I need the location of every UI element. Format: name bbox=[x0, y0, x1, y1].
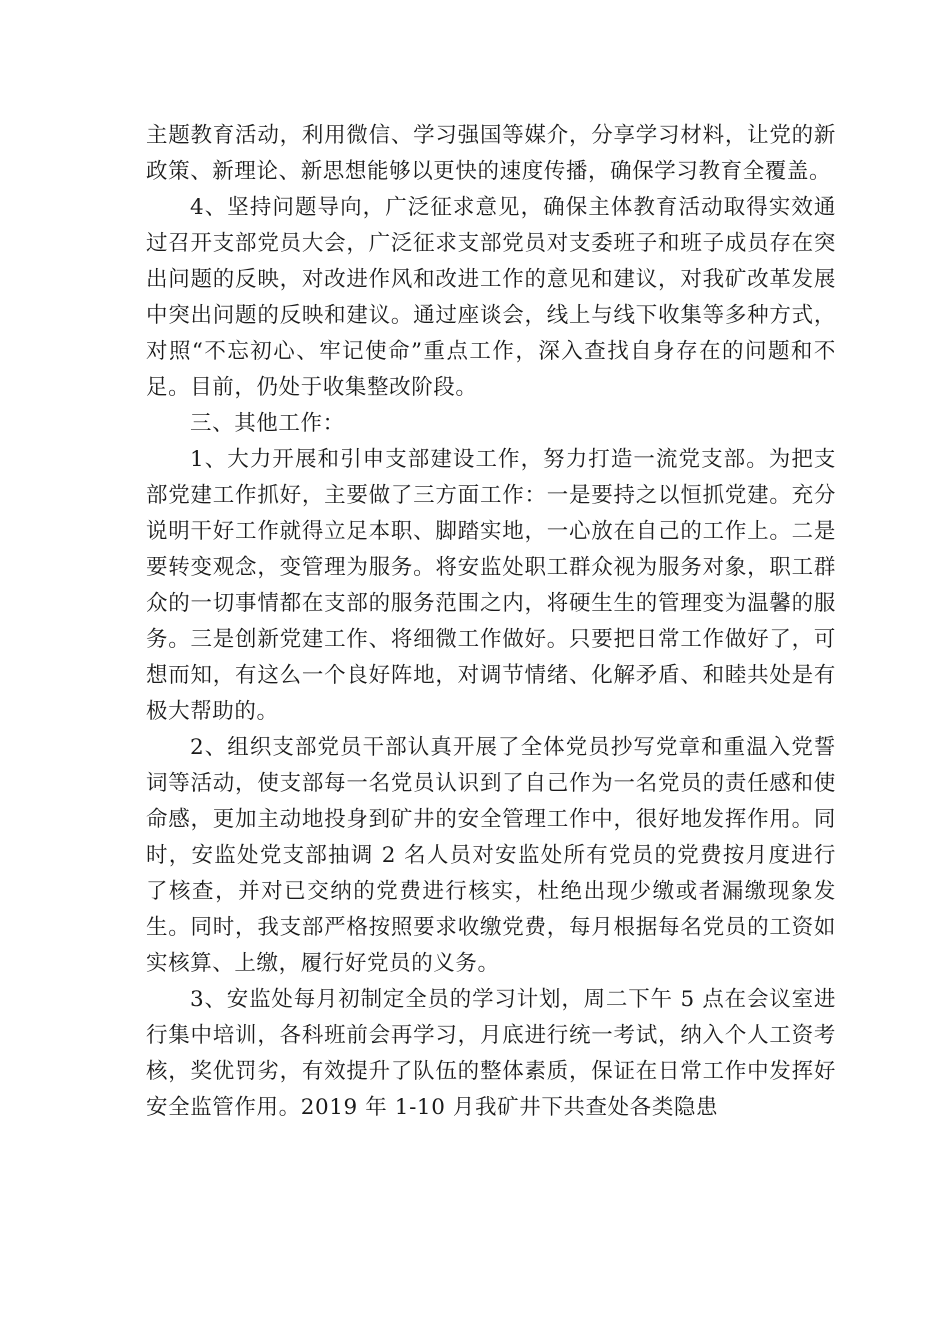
paragraph-3: 1、大力开展和引申支部建设工作，努力打造一流党支部。为把支部党建工作抓好，主要做了三方面工作：一是要持之以恒抓党建。充分说明干好工作就得立足本职、脚踏实地，一心放在自己的工作上。二是要转变观念，变管理为服务。将安监处职工群众视为服务对象，职工群众的一切事情都在支部的服务范围之内，将硬生生的管理变为温馨的服务。三是创新党建工作、将细微工作做好。只要把日常工作做好了，可想而知，有这么一个良好阵地，对调节情绪、化解矛盾、和睦共处是有极大帮助的。 bbox=[146, 447, 836, 724]
document-body bbox=[146, 118, 836, 1126]
paragraph-2: 4、坚持问题导向，广泛征求意见，确保主体教育活动取得实效通过召开支部党员大会，广泛征求支部党员对支委班子和班子成员存在突出问题的反映，对改进作风和改进工作的意见和建议，对我矿改革发展中突出问题的反映和建议。通过座谈会，线上与线下收集等多种方式，对照“不忘初心、牢记使命”重点工作，深入查找自身存在的问题和不足。目前，仍处于收集整改阶段。 bbox=[146, 195, 836, 400]
paragraph-1: 主题教育活动，利用微信、学习强国等媒介，分享学习材料，让党的新政策、新理论、新思想能够以更快的速度传播，确保学习教育全覆盖。 bbox=[146, 123, 836, 184]
paragraph-4: 2、组织支部党员干部认真开展了全体党员抄写党章和重温入党誓词等活动，使支部每一名党员认识到了自己作为一名党员的责任感和使命感，更加主动地投身到矿井的安全管理工作中，很好地发挥作用。同时，安监处党支部抽调 2 名人员对安监处所有党员的党费按月度进行了核查，并对已交纳的党费进行核实，杜绝出现少缴或者漏缴现象发生。同时，我支部严格按照要求收缴党费，每月根据每名党员的工资如实核算、上缴，履行好党员的义务。 bbox=[146, 735, 836, 976]
paragraph-5: 3、安监处每月初制定全员的学习计划，周二下午 5 点在会议室进行集中培训，各科班前会再学习，月底进行统一考试，纳入个人工资考核，奖优罚劣，有效提升了队伍的整体素质，保证在日常工作中发挥好安全监管作用。2019 年 1-10 月我矿井下共查处各类隐患 bbox=[146, 987, 836, 1120]
section-heading-other-work: 三、其他工作： bbox=[190, 411, 345, 436]
